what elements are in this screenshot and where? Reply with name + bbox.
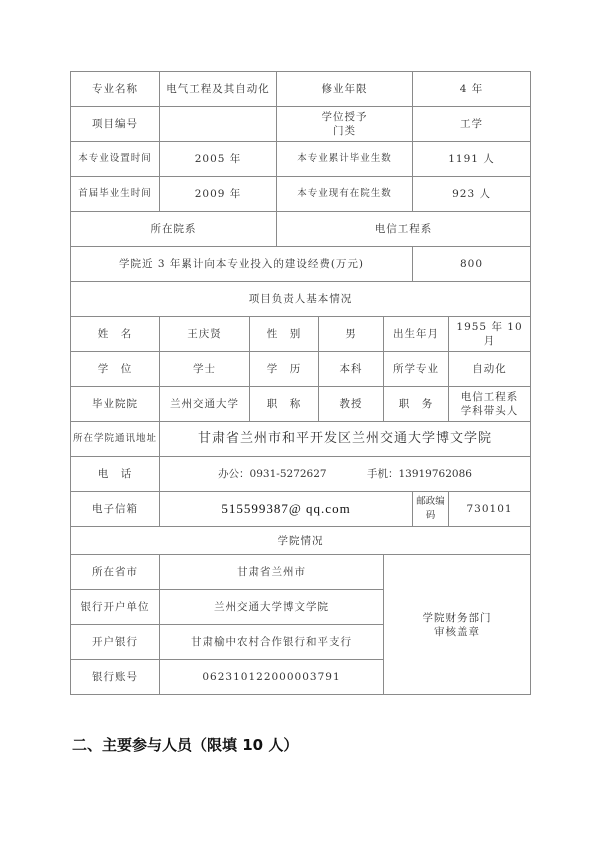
row-leader-title bbox=[71, 282, 531, 317]
address-value: 甘肃省兰州市和平开发区兰州交通大学博文学院 bbox=[160, 422, 531, 457]
row-college-title bbox=[71, 527, 531, 555]
degree-value: 学士 bbox=[160, 352, 250, 387]
phone-value bbox=[160, 457, 531, 492]
name-label: 姓 名 bbox=[71, 317, 160, 352]
email-value: 515599387@ qq.com bbox=[160, 492, 413, 527]
finance-stamp-cell bbox=[384, 555, 531, 695]
row-province bbox=[71, 555, 531, 590]
major-name-value: 电气工程及其自动化 bbox=[160, 72, 277, 107]
row-project bbox=[71, 107, 531, 142]
bank-value: 甘肃榆中农村合作银行和平支行 bbox=[160, 625, 384, 660]
funding-value: 800 bbox=[413, 247, 531, 282]
education-label: 学 历 bbox=[250, 352, 319, 387]
row-address bbox=[71, 422, 531, 457]
title-label: 职 称 bbox=[250, 387, 319, 422]
bank-label: 开户银行 bbox=[71, 625, 160, 660]
birth-label: 出生年月 bbox=[384, 317, 449, 352]
position-line2: 学科带头人 bbox=[460, 405, 519, 417]
row-leader-name bbox=[71, 317, 531, 352]
province-label: 所在省市 bbox=[71, 555, 160, 590]
funding-label: 学院近 3 年累计向本专业投入的建设经费(万元) bbox=[71, 247, 413, 282]
row-email bbox=[71, 492, 531, 527]
gender-label: 性 别 bbox=[250, 317, 319, 352]
row-phone bbox=[71, 457, 531, 492]
gender-value: 男 bbox=[319, 317, 384, 352]
degree-category-label bbox=[277, 107, 413, 142]
school-value: 兰州交通大学 bbox=[160, 387, 250, 422]
postcode-value: 730101 bbox=[449, 492, 531, 527]
first-grad-value: 2009 年 bbox=[160, 177, 277, 212]
position-line1: 电信工程系 bbox=[460, 391, 519, 403]
postcode-label: 邮政编码 bbox=[413, 492, 449, 527]
education-value: 本科 bbox=[319, 352, 384, 387]
current-students-label: 本专业现有在院生数 bbox=[277, 177, 413, 212]
major-name-label: 专业名称 bbox=[71, 72, 160, 107]
degree-label: 学 位 bbox=[71, 352, 160, 387]
degree-category-value: 工学 bbox=[413, 107, 531, 142]
position-value bbox=[449, 387, 531, 422]
total-graduates-label: 本专业累计毕业生数 bbox=[277, 142, 413, 177]
row-leader-degree bbox=[71, 352, 531, 387]
row-established bbox=[71, 142, 531, 177]
degree-category-label-line2: 门类 bbox=[333, 125, 357, 137]
established-value: 2005 年 bbox=[160, 142, 277, 177]
application-form-table bbox=[70, 71, 531, 695]
school-label: 毕业院院 bbox=[71, 387, 160, 422]
province-value: 甘肃省兰州市 bbox=[160, 555, 384, 590]
department-label: 所在院系 bbox=[71, 212, 277, 247]
row-leader-school bbox=[71, 387, 531, 422]
row-funding bbox=[71, 247, 531, 282]
duration-label: 修业年限 bbox=[277, 72, 413, 107]
mobile-phone: 手机：13919762086 bbox=[366, 468, 472, 480]
address-label: 所在学院通讯地址 bbox=[71, 422, 160, 457]
degree-category-label-line1: 学位授予 bbox=[321, 111, 368, 123]
department-value: 电信工程系 bbox=[277, 212, 531, 247]
established-label: 本专业设置时间 bbox=[71, 142, 160, 177]
stamp-label-line2: 审核盖章 bbox=[434, 625, 481, 638]
phone-label: 电 话 bbox=[71, 457, 160, 492]
duration-value: 4 年 bbox=[413, 72, 531, 107]
leader-section-title: 项目负责人基本情况 bbox=[71, 282, 531, 317]
stamp-label-line1: 学院财务部门 bbox=[422, 611, 492, 624]
account-unit-value: 兰州交通大学博文学院 bbox=[160, 590, 384, 625]
college-section-title: 学院情况 bbox=[71, 527, 531, 555]
current-students-value: 923 人 bbox=[413, 177, 531, 212]
project-no-label: 项目编号 bbox=[71, 107, 160, 142]
project-no-value bbox=[160, 107, 277, 142]
account-unit-label: 银行开户单位 bbox=[71, 590, 160, 625]
birth-value: 1955 年 10 月 bbox=[449, 317, 531, 352]
account-no-value: 062310122000003791 bbox=[160, 660, 384, 695]
position-label: 职 务 bbox=[384, 387, 449, 422]
major-label: 所学专业 bbox=[384, 352, 449, 387]
office-phone: 办公：0931-5272627 bbox=[218, 468, 327, 480]
row-department bbox=[71, 212, 531, 247]
section-heading-participants: 二、主要参与人员（限填 10 人） bbox=[72, 736, 299, 754]
first-grad-label: 首届毕业生时间 bbox=[71, 177, 160, 212]
major-value: 自动化 bbox=[449, 352, 531, 387]
name-value: 王庆贤 bbox=[160, 317, 250, 352]
email-label: 电子信箱 bbox=[71, 492, 160, 527]
row-major bbox=[71, 72, 531, 107]
row-first-grad bbox=[71, 177, 531, 212]
total-graduates-value: 1191 人 bbox=[413, 142, 531, 177]
title-value: 教授 bbox=[319, 387, 384, 422]
account-no-label: 银行账号 bbox=[71, 660, 160, 695]
